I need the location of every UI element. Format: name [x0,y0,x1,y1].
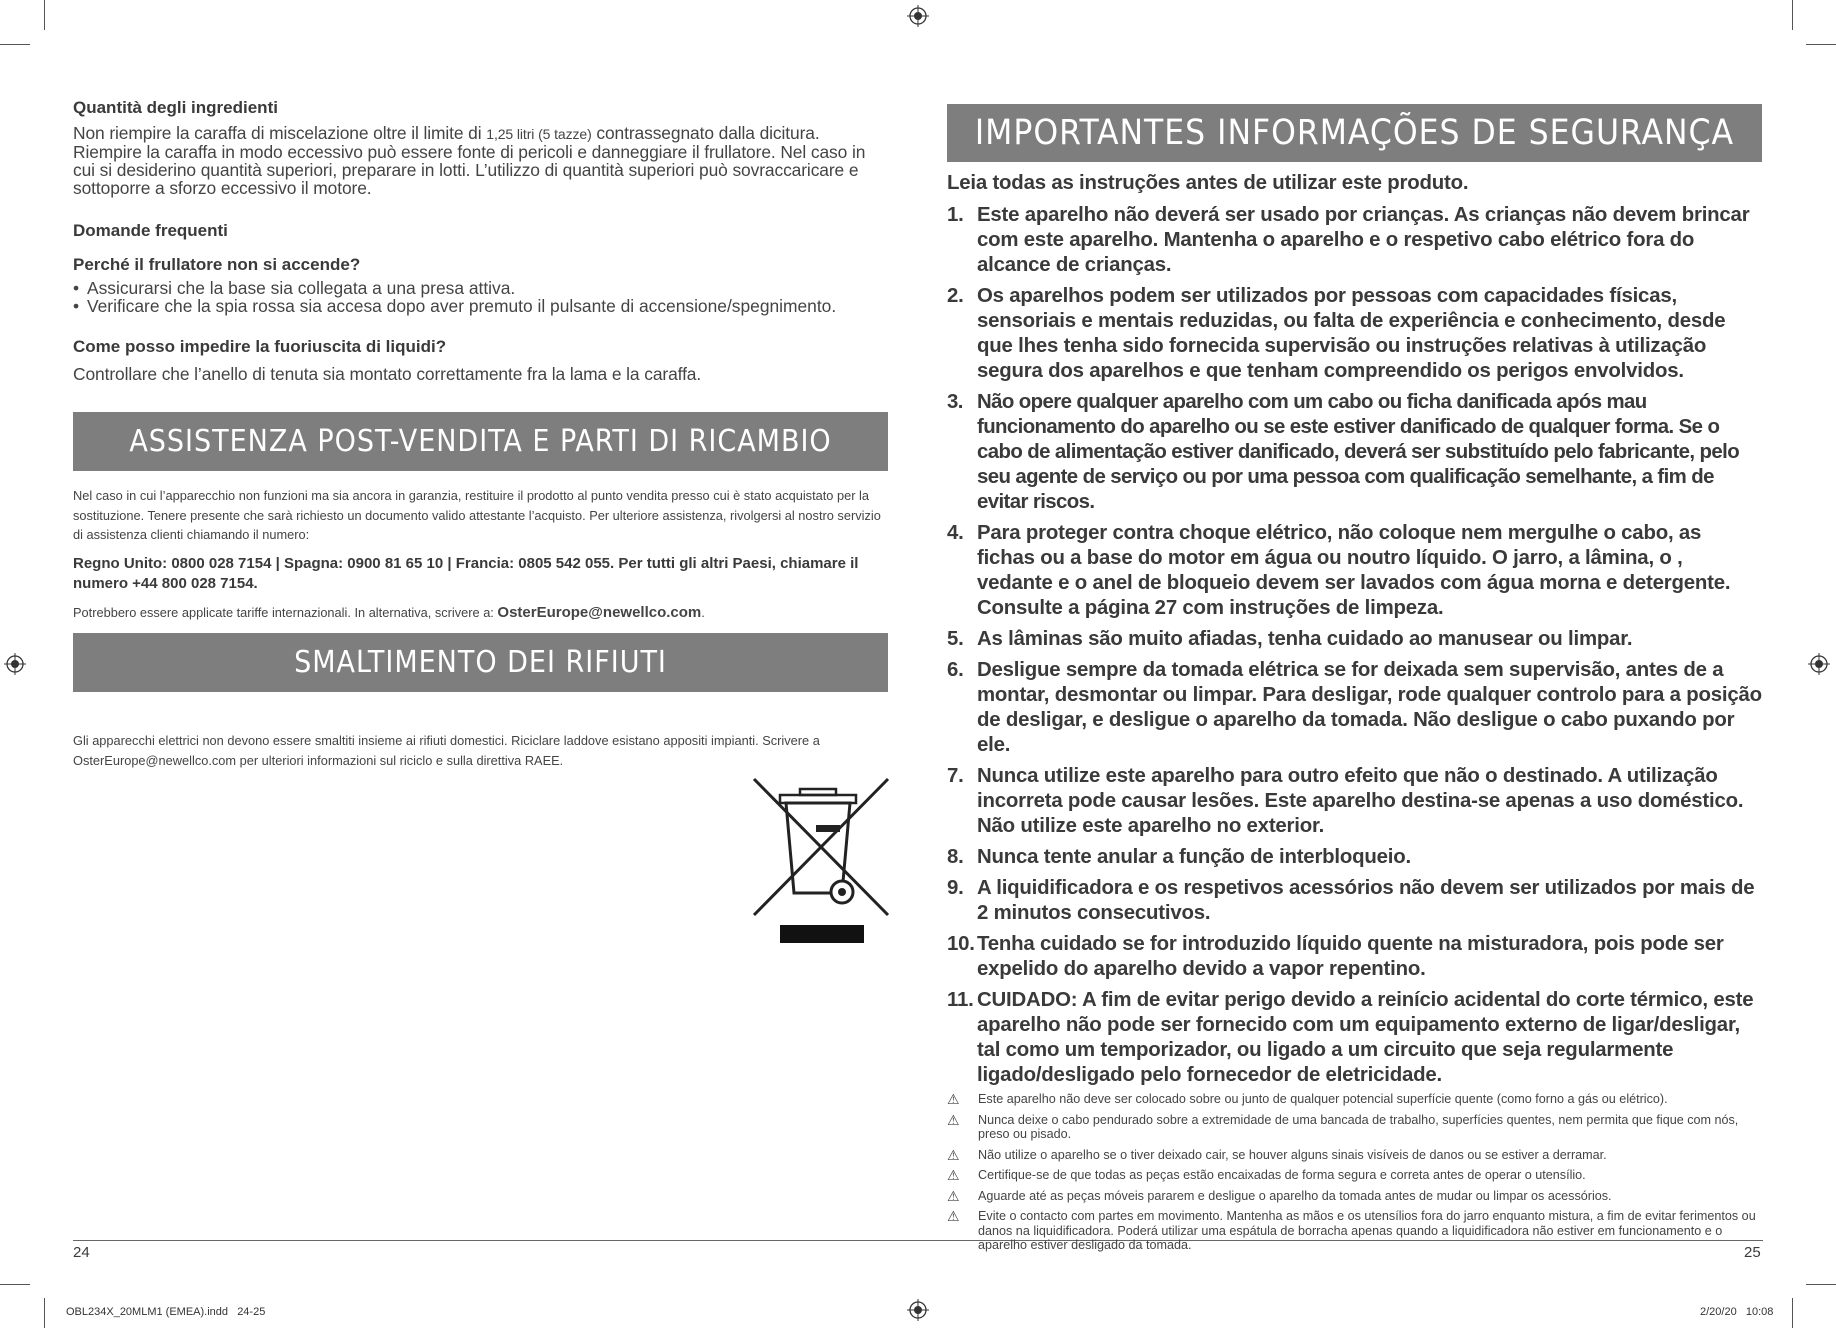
quantity-text-part: contrassegnato dalla dicitura. Riempire la caraffa in modo eccessivo può essere fonte di pericoli e danneggiare il frullatore. Nel caso in cui si desiderino quantità superiori, preparare in lotti. L’utilizzo di quantità superiori può sovraccaricare e sottoporre a sforzo eccessivo il motore. [73,123,866,198]
crop-mark [1792,0,1793,30]
safety-item [947,390,1762,515]
warning-note [947,1168,1762,1183]
registration-mark-icon [4,653,26,675]
crop-mark [44,0,45,30]
crop-mark [0,1284,30,1285]
crop-mark [1792,1298,1793,1328]
quantity-heading: Quantità degli ingredienti [73,98,278,117]
item-number: 5. [947,628,964,650]
registration-mark-icon [1808,653,1830,675]
safety-item [947,988,1762,1088]
weee-crossed-bin-icon [750,775,892,945]
safety-item [947,203,1762,278]
registration-mark-icon [907,1299,929,1321]
item-number: 8. [947,846,964,868]
item-text: CUIDADO: A fim de evitar perigo devido a reinício acidental do corte térmico, este aparelho não pode ser fornecido com um equipamento externo de ligar/desligar, tal como um temporizador, ou ligado a um circuito que seja regularmente ligado/desligado pelo fornecedor de eletricidade. [977,989,1754,1086]
service-banner: ASSISTENZA POST-VENDITA E PARTI DI RICAMBIO [73,412,888,471]
item-number: 11. [947,989,974,1011]
disposal-banner: SMALTIMENTO DEI RIFIUTI [73,633,888,692]
safety-item [947,845,1762,870]
page-number-left: 24 [73,1244,90,1261]
item-text: A liquidificadora e os respetivos acessórios não devem ser utilizados por mais de 2 minutos consecutivos. [977,877,1755,924]
item-text: Nunca tente anular a função de interbloqueio. [977,846,1411,868]
safety-item [947,658,1762,758]
item-number: 7. [947,765,964,787]
warning-triangle-icon: ⚠ [947,1111,960,1128]
warning-note [947,1189,1762,1204]
warning-note [947,1113,1762,1142]
faq-answer-1-list [73,279,888,315]
crop-mark [1806,44,1836,45]
item-number: 1. [947,204,964,226]
disposal-text: Gli apparecchi elettrici non devono essere smaltiti insieme ai rifiuti domestici. Riciclare laddove esistano appositi impianti. Scrivere a OsterEurope@newellco.com per ulteriori informazioni sul riciclo e sulla direttiva RAEE. [73,733,820,768]
registration-mark-icon [907,5,929,27]
warning-text: Certifique-se de que todas as peças estão encaixadas de forma segura e correta antes de operar o utensílio. [978,1168,1586,1182]
warning-triangle-icon: ⚠ [947,1091,960,1107]
page-number-right: 25 [1744,1244,1761,1261]
safety-intro: Leia todas as instruções antes de utilizar este produto. [947,172,1469,194]
warning-note [947,1148,1762,1163]
faq-question-1: Perché il frullatore non si accende? [73,255,361,274]
warning-triangle-icon: ⚠ [947,1167,960,1183]
warning-note [947,1092,1762,1107]
warning-text: Este aparelho não deve ser colocado sobre ou junto de qualquer potencial superfície quente (como forno a gás ou elétrico). [978,1092,1668,1106]
crop-mark [0,44,30,45]
item-number: 2. [947,285,964,307]
crop-mark [44,1298,45,1328]
item-text: As lâminas são muito afiadas, tenha cuidado ao manusear ou limpar. [977,628,1633,650]
safety-item [947,627,1762,652]
quantity-limit: 1,25 litri (5 tazze) [486,126,592,142]
list-item: • Verificare che la spia rossa sia accesa dopo aver premuto il pulsante di accensione/spegnimento. [73,297,888,315]
warning-triangle-icon: ⚠ [947,1208,960,1224]
faq-question-2: Come posso impedire la fuoriuscita di liquidi? [73,337,447,356]
warning-text: Evite o contacto com partes em movimento. Mantenha as mãos e os utensílios fora do jarro enquanto mistura, a fim de evitar ferimentos ou danos na liquidificadora. Poderá utilizar uma espátula de borracha apenas quando a liquidificadora não estiver em funcionamento e o aparelho estiver desligado da tomada. [978,1209,1756,1252]
item-text: Não opere qualquer aparelho com um cabo ou ficha danificada após mau funcionamento do aparelho ou se este estiver danificado de qualquer forma. Se o cabo de alimentação estiver danificado, deverá ser substituído pelo fabricante, pelo seu agente de serviço ou por uma pessoa com qualificação semelhante, a fim de evitar riscos. [977,391,1740,513]
quantity-text [73,124,888,197]
item-text: Este aparelho não deverá ser usado por crianças. As crianças não devem brincar com este aparelho. Mantenha o aparelho e o respetivo cabo elétrico fora do alcance de crianças. [977,204,1750,276]
warning-text: Aguarde até as peças móveis pararem e desligue o aparelho da tomada antes de mudar ou limpar os acessórios. [978,1188,1612,1203]
warning-note [947,1209,1762,1253]
item-number: 6. [947,659,964,681]
warning-triangle-icon: ⚠ [947,1146,960,1163]
disposal-section [73,731,888,770]
warning-triangle-icon: ⚠ [947,1187,960,1204]
crop-mark [1806,1284,1836,1285]
safety-banner: IMPORTANTES INFORMAÇÕES DE SEGURANÇA [947,104,1762,162]
date-slug: 2/20/20 10:08 [1700,1306,1774,1318]
item-number: 4. [947,522,964,544]
email-link[interactable]: OsterEurope@newellco.com [497,603,702,621]
left-page-content [73,98,888,383]
service-text: Nel caso in cui l’apparecchio non funzioni ma sia ancora in garanzia, restituire il prodotto al punto vendita presso cui è stato acquistato per la sostituzione. Tenere presente che sarà richiesto un documento valido attestante l’acquisto. Per ulteriore assistenza, rivolgersi al nostro servizio di assistenza clienti chiamando il numero: [73,488,881,542]
item-number: 10. [947,933,975,955]
safety-item [947,876,1762,926]
item-number: 3. [947,391,963,413]
tariff-text [73,603,888,623]
file-slug: OBL234X_20MLM1 (EMEA).indd 24-25 [66,1306,266,1318]
service-section [73,486,888,622]
item-text: Tenha cuidado se for introduzido líquido quente na misturadora, pois pode ser expelido do aparelho devido a vapor repentino. [977,933,1724,980]
warning-text: Não utilize o aparelho se o tiver deixado cair, se houver alguns sinais visíveis de danos ou se estiver a derramar. [978,1147,1607,1162]
item-text: Desligue sempre da tomada elétrica se for deixada sem supervisão, antes de a montar, desmontar ou limpar. Para desligar, rode qualquer controlo para a posição de desligar, e desligue o aparelho da tomada. Não desligue o cabo puxando por ele. [977,659,1762,756]
safety-item [947,284,1762,384]
safety-item [947,764,1762,839]
service-phones: Regno Unito: 0800 028 7154 | Spagna: 0900 81 65 10 | Francia: 0805 542 055. Per tutti gli altri Paesi, chiamare il numero +44 800 028 7154. [73,554,859,592]
warning-text: Nunca deixe o cabo pendurado sobre a extremidade de uma bancada de trabalho, superfícies quentes, nem permita que fique com nós, preso ou pisado. [978,1112,1739,1141]
item-text: Para proteger contra choque elétrico, não coloque nem mergulhe o cabo, as fichas ou a base do motor em água ou noutro líquido. O jarro, a lâmina, o , vedante e o anel de bloqueio devem ser lavados com água morna e detergente. Consulte a página 27 com instruções de limpeza. [977,522,1731,619]
safety-item [947,521,1762,621]
item-text: Nunca utilize este aparelho para outro efeito que não o destinado. A utilização incorreta pode causar lesões. Este aparelho destina-se apenas a uso doméstico. Não utilize este aparelho no exterior. [977,765,1744,837]
item-text: Os aparelhos podem ser utilizados por pessoas com capacidades físicas, sensoriais e mentais reduzidas, ou falta de experiência e conhecimento, desde que lhes tenha sido fornecida supervisão ou instruções relativas à utilização segura dos aparelhos e que tenham compreendido os perigos envolvidos. [977,285,1726,382]
quantity-text-part: Non riempire la caraffa di miscelazione oltre il limite di [73,123,487,143]
faq-answer-2: Controllare che l’anello di tenuta sia montato correttamente fra la lama e la caraffa. [73,364,702,384]
tariff-text-part: . [701,604,705,620]
tariff-text-part: Potrebbero essere applicate tariffe internazionali. In alternativa, scrivere a: [73,604,498,620]
list-item: • Assicurarsi che la base sia collegata a una presa attiva. [73,279,888,297]
safety-section [947,171,1762,1259]
item-number: 9. [947,877,964,899]
faq-heading: Domande frequenti [73,221,228,240]
safety-item [947,932,1762,982]
